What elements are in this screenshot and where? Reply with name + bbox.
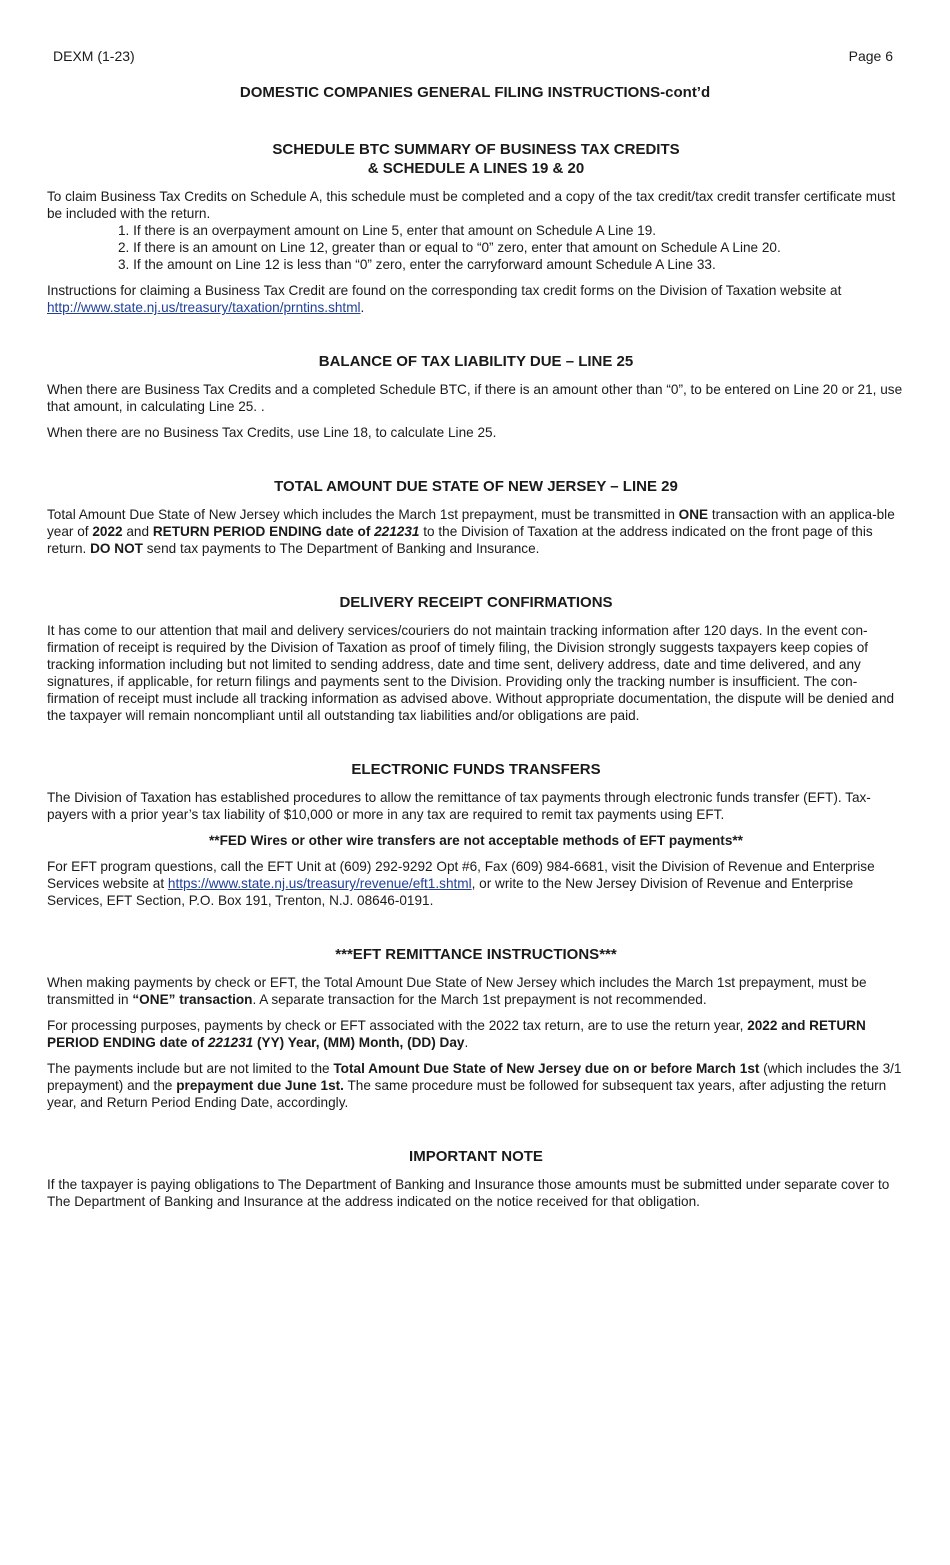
text-run: transaction with an applica-ble year of <box>47 507 895 539</box>
text-run: to the Division of Taxation at the address indicated on the front page of this return. <box>47 524 873 556</box>
bold-run: DO NOT <box>90 541 143 556</box>
document-body <box>47 140 905 1246</box>
balance-paragraph-1: When there are Business Tax Credits and a completed Schedule BTC, if there is an amount other than “0”, to be entered on Line 20 or 21, use that amount, in calculating Line 25. . <box>47 382 903 414</box>
text-run: send tax payments to The Department of Banking and Insurance. <box>142 541 540 556</box>
text-run: . A separate transaction for the March 1st prepayment is not recommended. <box>252 992 707 1007</box>
text-run: (which includes the 3/1 prepayment) and the <box>47 1061 902 1093</box>
bold-italic-run: 221231 <box>374 524 420 539</box>
section-total-amount-due <box>47 477 905 557</box>
eft-website-link[interactable]: https://www.state.nj.us/treasury/revenue/eft1.shtml <box>167 876 472 891</box>
section-eft-remittance <box>47 945 905 1111</box>
text-run: Total Amount Due State of New Jersey which includes the March 1st prepayment, must be transmitted in <box>47 507 679 522</box>
heading-line-2: & SCHEDULE A LINES 19 & 20 <box>367 160 585 177</box>
eft-paragraph-2 <box>47 858 905 909</box>
page-title: DOMESTIC COMPANIES GENERAL FILING INSTRUCTIONS-cont’d <box>239 84 711 101</box>
list-item: 3. If the amount on Line 12 is less than “0” zero, enter the carryforward amount Schedule A Line 33. <box>118 257 716 272</box>
bold-run: 2022 <box>92 524 123 539</box>
remit-paragraph-1 <box>47 974 905 1008</box>
balance-paragraph-2: When there are no Business Tax Credits, use Line 18, to calculate Line 25. <box>47 425 497 440</box>
section-heading: IMPORTANT NOTE <box>409 1148 543 1165</box>
section-heading: TOTAL AMOUNT DUE STATE OF NEW JERSEY – LINE 29 <box>274 478 678 495</box>
instructions-text: Instructions for claiming a Business Tax Credit are found on the corresponding tax credit forms on the Division of Taxation website at <box>47 283 842 298</box>
taxation-forms-link[interactable]: http://www.state.nj.us/treasury/taxation/prntins.shtml <box>47 300 361 315</box>
bold-run: prepayment due June 1st. <box>176 1078 344 1093</box>
instructions-end: . <box>360 300 365 315</box>
section-heading: ***EFT REMITTANCE INSTRUCTIONS*** <box>335 946 617 963</box>
text-run: The same procedure must be followed for subsequent tax years, after adjusting the return year, and Return Period Ending Date, accordingly. <box>47 1078 887 1110</box>
delivery-paragraph: It has come to our attention that mail and delivery services/couriers do not maintain tracking information after 120 days. In the event con-firmation of receipt is required by the Division of Taxation as proof of timely filing, the Division strongly suggests taxpayers keep copies of tracking information including but not limited to sending address, date and time sent, delivery address, date and time delivered, and any signatures, if applicable, for return filings and payments sent to the Division. Providing only the tracking number is insufficient. The con-firmation of receipt must include all tracking information as advised above. Without appropriate documentation, the dispute will be denied and the taxpayer will remain noncompliant until all outstanding tax liabilities and/or obligations are paid. <box>47 623 895 723</box>
section-important-note <box>47 1147 905 1210</box>
form-id: DEXM (1-23) <box>53 48 135 64</box>
section-heading <box>47 140 905 178</box>
text-run: . <box>464 1035 469 1050</box>
section-balance-due <box>47 352 905 441</box>
heading-line-1: SCHEDULE BTC SUMMARY OF BUSINESS TAX CREDITS <box>272 141 680 158</box>
list-item: 2. If there is an amount on Line 12, greater than or equal to “0” zero, enter that amount on Schedule A Line 20. <box>118 240 781 255</box>
btc-intro: To claim Business Tax Credits on Schedule A, this schedule must be completed and a copy of the tax credit/tax credit transfer certificate must be included with the return. <box>47 189 896 221</box>
section-eft <box>47 760 905 909</box>
section-heading: ELECTRONIC FUNDS TRANSFERS <box>351 761 601 778</box>
text-run: , or write to the New Jersey Division of Revenue and Enterprise Services, EFT Section, P.O. Box 191, Trenton, N.J. 08646-0191. <box>47 876 854 908</box>
bold-run: (YY) Year, (MM) Month, (DD) Day <box>253 1035 465 1050</box>
eft-wire-notice: **FED Wires or other wire transfers are not acceptable methods of EFT payments** <box>209 833 743 848</box>
bold-run: “ONE” transaction <box>132 992 253 1007</box>
note-paragraph: If the taxpayer is paying obligations to The Department of Banking and Insurance those amounts must be submitted under separate cover to The Department of Banking and Insurance at the address indicated on the notice received for that obligation. <box>47 1177 890 1209</box>
text-run: For EFT program questions, call the EFT Unit at (609) 292-9292 Opt #6, Fax (609) 984-6681, visit the Division of Revenue and Enterprise Services website at <box>47 859 875 891</box>
btc-list <box>47 222 905 273</box>
section-schedule-btc <box>47 140 905 316</box>
page-number: Page 6 <box>848 48 893 64</box>
text-run: and <box>122 524 153 539</box>
text-run: The payments include but are not limited to the <box>47 1061 334 1076</box>
total-paragraph <box>47 506 905 557</box>
remit-paragraph-3 <box>47 1060 905 1111</box>
remit-paragraph-2 <box>47 1017 905 1051</box>
bold-italic-run: 221231 <box>207 1035 254 1050</box>
list-item: 1. If there is an overpayment amount on Line 5, enter that amount on Schedule A Line 19. <box>118 223 657 238</box>
bold-run: RETURN PERIOD ENDING date of <box>152 524 375 539</box>
bold-run: Total Amount Due State of New Jersey due on or before March 1st <box>333 1061 760 1076</box>
bold-run: ONE <box>678 507 709 522</box>
btc-instructions <box>47 282 905 316</box>
section-delivery-receipt <box>47 593 905 724</box>
eft-paragraph-1: The Division of Taxation has established procedures to allow the remittance of tax payments through electronic funds transfer (EFT). Tax-payers with a prior year’s tax liability of $10,000 or more in any tax are required to remit tax payments using EFT. <box>47 790 871 822</box>
bold-run: 2022 and RETURN PERIOD ENDING date of <box>47 1018 866 1050</box>
section-heading: BALANCE OF TAX LIABILITY DUE – LINE 25 <box>318 353 634 370</box>
section-heading: DELIVERY RECEIPT CONFIRMATIONS <box>339 594 613 611</box>
text-run: When making payments by check or EFT, the Total Amount Due State of New Jersey which includes the March 1st prepayment, must be transmitted in <box>47 975 867 1007</box>
text-run: For processing purposes, payments by check or EFT associated with the 2022 tax return, are to use the return year, <box>47 1018 748 1033</box>
